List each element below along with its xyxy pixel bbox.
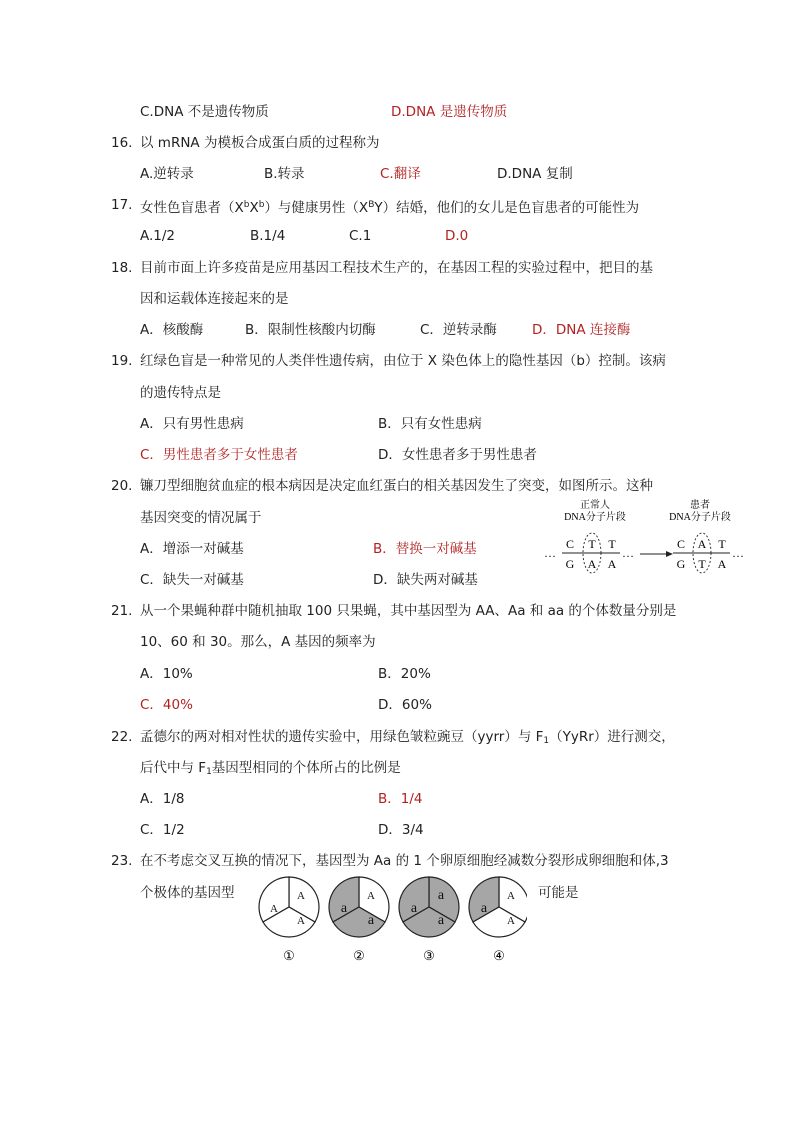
- q16-option-d: D.DNA 复制: [497, 166, 573, 182]
- q22-number: 22.: [111, 729, 133, 745]
- ellipsis-right: …: [732, 546, 744, 560]
- q21-option-d: D．60%: [378, 697, 432, 713]
- normal-bottom-base-3: A: [607, 557, 617, 571]
- q19-stem-line2: 的遗传特点是: [140, 385, 221, 401]
- circle-2-bottom-right-gene: a: [367, 913, 375, 928]
- q21-option-b: B．20%: [378, 666, 431, 682]
- q17-option-a: A.1/2: [140, 228, 176, 244]
- q23-number: 23.: [111, 853, 133, 869]
- q21-option-c-answer: C．40%: [140, 697, 193, 713]
- q20-option-a: A．增添一对碱基: [140, 541, 244, 557]
- q22-stem-line1: 孟德尔的两对相对性状的遗传实验中，用绿色皱粒豌豆（yyrr）与 $F_1(YyRr)$进行测交，: [140, 729, 675, 746]
- q23-stem-line2-suffix: 可能是: [538, 885, 579, 901]
- circle-3-bottom-right-gene: a: [437, 913, 445, 928]
- q17-option-b: B.1/4: [250, 228, 286, 244]
- patient-bottom-base-1: G: [676, 557, 686, 571]
- q20-option-c: C．缺失一对碱基: [140, 572, 244, 588]
- circle-3-left-gene: a: [410, 901, 418, 916]
- q22-option-d: D．3/4: [378, 822, 424, 838]
- patient-top-base-3: T: [718, 537, 726, 551]
- q21-number: 21.: [111, 603, 133, 619]
- q20-option-b-answer: B．替换一对碱基: [373, 541, 477, 557]
- q19-option-d: D．女性患者多于男性患者: [378, 447, 537, 463]
- q23-stem-line2-prefix: 个极体的基因型: [140, 885, 235, 901]
- q16-option-c-answer: C.翻译: [380, 166, 421, 182]
- q22-option-a: A．1/8: [140, 791, 185, 807]
- q21-stem-line2: 10、60 和 30。那么，A 基因的频率为: [140, 634, 376, 650]
- q16-number: 16.: [111, 135, 133, 151]
- circle-4-number-label: ④: [493, 948, 505, 963]
- q22-stem-line2: 后代中与 $F_1$基因型相同的个体所占的比例是: [140, 760, 401, 777]
- patient-label: 患者: [690, 500, 710, 511]
- q16-stem: 以 mRNA 为模板合成蛋白质的过程称为: [140, 135, 380, 151]
- q16-option-b: B.转录: [264, 166, 305, 182]
- q17-option-c: C.1: [349, 228, 372, 244]
- q18-option-c: C．逆转录酶: [420, 322, 497, 338]
- circle-1-left-gene: A: [270, 903, 278, 915]
- q16-option-a: A.逆转录: [140, 166, 194, 182]
- normal-bottom-base-1: G: [565, 557, 575, 571]
- normal-top-base-2: T: [588, 537, 596, 551]
- q18-option-b: B．限制性核酸内切酶: [245, 322, 376, 338]
- q18-stem-line2: 因和运载体连接起来的是: [140, 291, 289, 307]
- polar-body-circles: [255, 874, 527, 969]
- ellipsis-left: …: [544, 546, 556, 560]
- patient-bottom-base-2: T: [698, 557, 706, 571]
- normal-top-base-3: T: [608, 537, 616, 551]
- circle-3-number-label: ③: [423, 948, 435, 963]
- q19-option-a: A．只有男性患病: [140, 416, 244, 432]
- circle-2-left-gene: a: [340, 901, 348, 916]
- q21-stem-line1: 从一个果蝇种群中随机抽取 100 只果蝇，其中基因型为 AA、Aa 和 aa 的个体数量分别是: [140, 603, 677, 619]
- q18-option-d-answer: D．DNA 连接酶: [532, 322, 631, 338]
- q19-number: 19.: [111, 353, 133, 369]
- q23-stem-line1: 在不考虑交叉互换的情况下，基因型为 Aa 的 1 个卵原细胞经减数分裂形成卵细胞和体,3: [140, 853, 669, 869]
- q19-option-c-answer: C．男性患者多于女性患者: [140, 447, 298, 463]
- circle-1-bottom-right-gene: A: [297, 915, 305, 927]
- circle-3-top-right-gene: a: [437, 888, 445, 903]
- q18-stem-line1: 目前市面上许多疫苗是应用基因工程技术生产的，在基因工程的实验过程中，把目的基: [140, 260, 653, 276]
- q15-option-c: C.DNA 不是遗传物质: [140, 104, 269, 120]
- q17-stem: 女性色盲患者$(X^bX^b)$与健康男性$(X^BY)$结婚，他们的女儿是色盲患者的可能性为: [140, 200, 640, 216]
- arrow-head: [666, 551, 673, 557]
- q17-option-d-answer: D.0: [445, 228, 469, 244]
- q18-number: 18.: [111, 260, 133, 276]
- q15-option-d-answer: D.DNA 是遗传物质: [391, 104, 508, 120]
- q22-option-c: C．1/2: [140, 822, 185, 838]
- circle-2-top-right-gene: A: [367, 890, 375, 902]
- dna-mutation-figure: [540, 496, 750, 578]
- q22-option-b-answer: B．1/4: [378, 791, 423, 807]
- circle-2-number-label: ②: [353, 948, 365, 963]
- q20-stem-line2: 基因突变的情况属于: [140, 510, 262, 526]
- circle-4-top-right-gene: A: [507, 890, 515, 902]
- circle-4-left-gene: a: [480, 901, 488, 916]
- q19-stem-line1: 红绿色盲是一种常见的人类伴性遗传病，由位于 X 染色体上的隐性基因（b）控制。该病: [140, 353, 666, 369]
- q20-stem-line1: 镰刀型细胞贫血症的根本病因是决定血红蛋白的相关基因发生了突变，如图所示。这种: [140, 478, 653, 494]
- q19-option-b: B．只有女性患病: [378, 416, 482, 432]
- q20-option-d: D．缺失两对碱基: [373, 572, 478, 588]
- q17-number: 17.: [111, 197, 133, 213]
- ellipsis-mid: …: [622, 546, 634, 560]
- circle-1-top-right-gene: A: [297, 890, 305, 902]
- normal-bottom-base-2: A: [587, 557, 597, 571]
- q20-number: 20.: [111, 478, 133, 494]
- circle-1-number-label: ①: [283, 948, 295, 963]
- q21-option-a: A．10%: [140, 666, 193, 682]
- circle-4-bottom-right-gene: A: [507, 915, 515, 927]
- normal-label: 正常人: [580, 500, 610, 511]
- q18-option-a: A．核酸酶: [140, 322, 204, 338]
- patient-sublabel: DNA分子片段: [669, 512, 731, 523]
- patient-top-base-2: A: [697, 537, 707, 551]
- patient-top-base-1: C: [676, 537, 686, 551]
- patient-bottom-base-3: A: [717, 557, 727, 571]
- normal-sublabel: DNA分子片段: [564, 512, 626, 523]
- normal-top-base-1: C: [565, 537, 575, 551]
